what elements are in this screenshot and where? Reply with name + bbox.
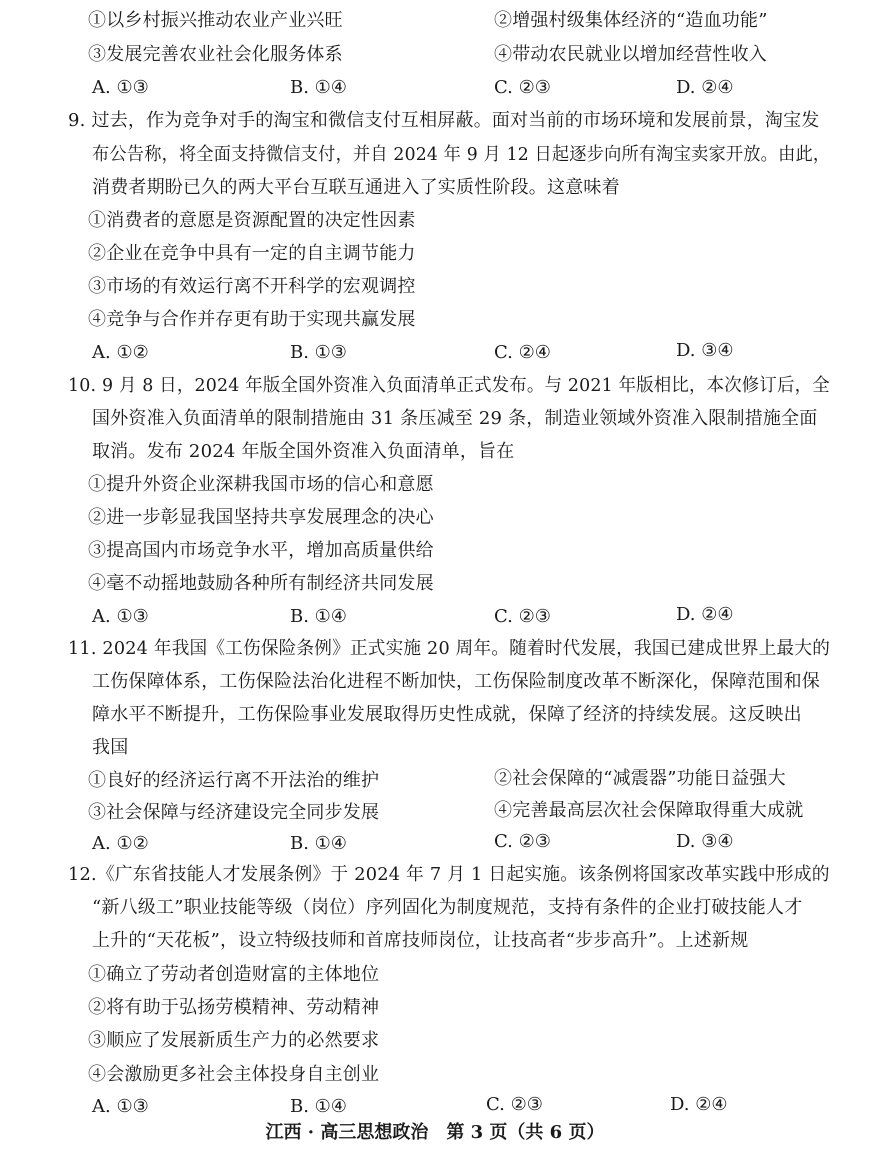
q9-choice-a: A. ①②: [92, 342, 149, 363]
q9-stem-line-3: 消费者期盼已久的两大平台互联互通进入了实质性阶段。这意味着: [92, 177, 620, 198]
q9-choice-b: B. ①③: [290, 342, 347, 363]
q12-stem-line-3: 上升的“天花板”，设立特级技师和首席技师岗位，让技高者“步步高升”。上述新规: [92, 930, 749, 951]
q8-option-4: ④带动农民就业以增加经营性收入: [494, 44, 767, 65]
q9-choice-d: D. ③④: [676, 340, 734, 361]
q12-choice-c: C. ②③: [486, 1094, 543, 1115]
q12-choice-a: A. ①③: [92, 1096, 149, 1117]
q12-option-2: ②将有助于弘扬劳模精神、劳动精神: [88, 997, 380, 1018]
q11-option-1: ①良好的经济运行离不开法治的维护: [88, 770, 380, 791]
q8-option-2: ②增强村级集体经济的“造血功能”: [494, 10, 768, 31]
q8-choice-c: C. ②③: [494, 77, 551, 98]
q11-option-2: ②社会保障的“减震器”功能日益强大: [494, 768, 786, 789]
q12-option-3: ③顺应了发展新质生产力的必然要求: [88, 1030, 380, 1051]
q11-option-3: ③社会保障与经济建设完全同步发展: [88, 802, 380, 823]
q12-choice-b: B. ①④: [290, 1096, 347, 1117]
q10-option-3: ③提高国内市场竞争水平，增加高质量供给: [88, 540, 434, 561]
q11-choice-c: C. ②③: [494, 831, 551, 852]
q9-option-4: ④竞争与合作并存更有助于实现共赢发展: [88, 309, 416, 330]
q11-stem-line-2: 工伤保障体系，工伤保险法治化进程不断加快，工伤保险制度改革不断深化，保障范围和保: [92, 671, 820, 692]
q9-stem-line-1: 9. 过去，作为竞争对手的淘宝和微信支付互相屏蔽。面对当前的市场环境和发展前景，淘宝发: [68, 110, 820, 131]
q12-stem-line-1: 12.《广东省技能人才发展条例》于 2024 年 7 月 1 日起实施。该条例将国家改革实践中形成的: [68, 864, 830, 885]
q11-stem-line-4: 我国: [92, 737, 129, 758]
q8-option-1: ①以乡村振兴推动农业产业兴旺: [88, 10, 343, 31]
q10-stem-line-2: 国外资准入负面清单的限制措施由 31 条压减至 29 条，制造业领域外资准入限制措施全面: [92, 408, 818, 429]
q9-option-1: ①消费者的意愿是资源配置的决定性因素: [88, 210, 416, 231]
q12-choice-d: D. ②④: [670, 1094, 728, 1115]
q10-option-1: ①提升外资企业深耕我国市场的信心和意愿: [88, 474, 434, 495]
q10-choice-c: C. ②③: [494, 606, 551, 627]
q10-choice-b: B. ①④: [290, 606, 347, 627]
q11-stem-line-1: 11. 2024 年我国《工伤保险条例》正式实施 20 周年。随着时代发展，我国已建成世界上最大的: [68, 638, 831, 659]
q9-option-2: ②企业在竞争中具有一定的自主调节能力: [88, 243, 416, 264]
q9-option-3: ③市场的有效运行离不开科学的宏观调控: [88, 276, 416, 297]
q10-stem-line-3: 取消。发布 2024 年版全国外资准入负面清单，旨在: [92, 441, 515, 462]
q11-choice-a: A. ①②: [92, 833, 149, 854]
q8-choice-d: D. ②④: [676, 77, 734, 98]
q9-stem-line-2: 布公告称，将全面支持微信支付，并自 2024 年 9 月 12 日起逐步向所有淘宝卖家开放。由此，: [92, 144, 831, 165]
q8-choice-a: A. ①③: [92, 77, 149, 98]
q11-option-4: ④完善最高层次社会保障取得重大成就: [494, 800, 804, 821]
q10-stem-line-1: 10. 9 月 8 日，2024 年版全国外资准入负面清单正式发布。与 2021 年版相比，本次修订后，全: [68, 375, 830, 396]
q8-option-3: ③发展完善农业社会化服务体系: [88, 44, 343, 65]
q11-choice-b: B. ①④: [290, 833, 347, 854]
q8-choice-b: B. ①④: [290, 77, 347, 98]
q9-choice-c: C. ②④: [494, 342, 551, 363]
q10-choice-a: A. ①③: [92, 606, 149, 627]
page-footer: 江西 · 高三思想政治 第 3 页（共 6 页）: [265, 1122, 605, 1143]
q10-choice-d: D. ②④: [676, 604, 734, 625]
q11-stem-line-3: 障水平不断提升，工伤保险事业发展取得历史性成就，保障了经济的持续发展。这反映出: [92, 704, 802, 725]
q12-option-4: ④会激励更多社会主体投身自主创业: [88, 1064, 380, 1085]
q10-option-2: ②进一步彰显我国坚持共享发展理念的决心: [88, 507, 434, 528]
q12-stem-line-2: “新八级工”职业技能等级（岗位）序列固化为制度规范，支持有条件的企业打破技能人才: [92, 897, 803, 918]
q10-option-4: ④毫不动摇地鼓励各种所有制经济共同发展: [88, 573, 434, 594]
q11-choice-d: D. ③④: [676, 831, 734, 852]
q12-option-1: ①确立了劳动者创造财富的主体地位: [88, 964, 380, 985]
